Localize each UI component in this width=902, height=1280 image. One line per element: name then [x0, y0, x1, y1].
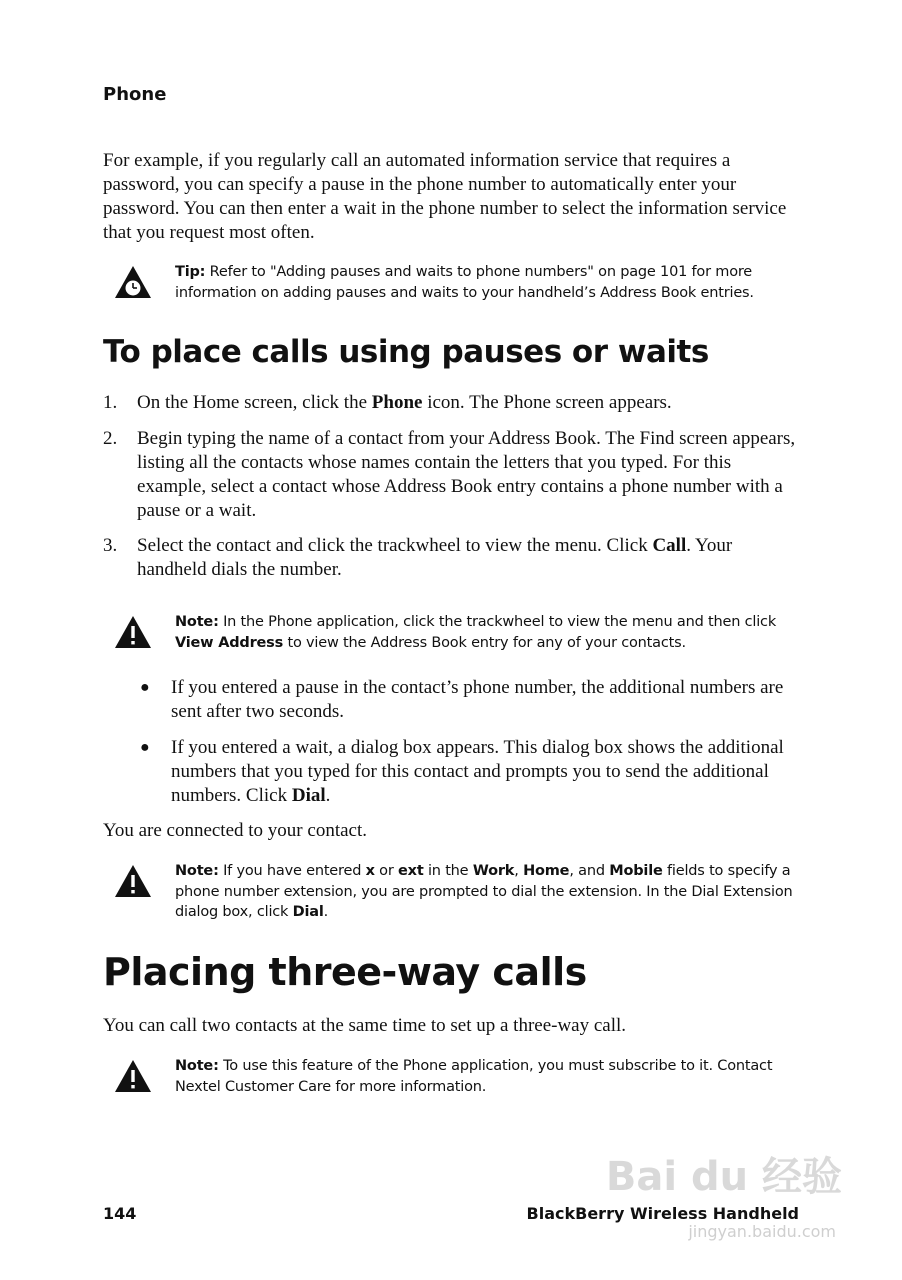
step-3 [103, 534, 803, 582]
bullet-text: If you entered a pause in the contact’s phone number, the additional numbers are sent after two seconds. [171, 677, 784, 722]
note-bold-term: Work [472, 863, 515, 879]
note-text [175, 861, 803, 923]
step-text: Begin typing the name of a contact from your Address Book. The Find screen appears, listing all the contacts whose names contain the letters that you typed. For this example, select a contact whose Address Book entry contains a phone number with a pause or a wait. [137, 428, 796, 521]
three-way-paragraph: You can call two contacts at the same time to set up a three-way call. [103, 1015, 627, 1036]
bullet-text-part: . [325, 785, 331, 806]
tip-body: Refer to "Adding pauses and waits to phone numbers" on page 101 for more information on adding pauses and waits to your handheld’s Address Book entries. [175, 264, 754, 301]
bullet-dot: ● [140, 679, 150, 696]
note-callout-2 [113, 861, 803, 923]
note-label: Note: [175, 614, 219, 630]
note-text-part: , [514, 863, 524, 879]
tip-label: Tip: [175, 264, 206, 280]
note-text-part: In the Phone application, click the trackwheel to view the menu and then click [218, 614, 777, 630]
warning-icon [113, 612, 153, 652]
note-label: Note: [175, 1058, 219, 1074]
note-callout-1 [113, 612, 803, 653]
note-text-part: in the [423, 863, 473, 879]
book-title-footer: BlackBerry Wireless Handheld [526, 1204, 799, 1223]
note-bold-term: Home [523, 863, 570, 879]
section-heading-pauses: To place calls using pauses or waits [103, 334, 709, 370]
step-number: 1. [103, 392, 118, 413]
step-bold-term: Call [652, 535, 687, 556]
running-header: Phone [103, 84, 167, 105]
section-heading-three-way: Placing three-way calls [103, 950, 587, 994]
step-2 [103, 427, 803, 523]
step-text [137, 534, 803, 582]
bullet-dot: ● [140, 739, 150, 756]
step-number: 2. [103, 428, 118, 449]
note-text-part: If you have entered [218, 863, 366, 879]
step-text-part: On the Home screen, click the [137, 392, 372, 413]
watermark-logo: Bai du 经验 [605, 1154, 842, 1200]
note-bold-term: x [365, 863, 375, 879]
step-text-part: icon. The Phone screen appears. [422, 392, 672, 413]
step-text-part: Select the contact and click the trackwheel to view the menu. Click [137, 535, 653, 556]
note-text-part: to view the Address Book entry for any of your contacts. [283, 634, 686, 651]
note-bold-term: ext [398, 863, 424, 879]
tip-callout [113, 262, 803, 303]
note-text [175, 1056, 803, 1097]
note-text-part: , and [569, 863, 610, 879]
note-bold-term: Dial [292, 904, 324, 920]
note-text-part: fields to specify a phone number extension, you are prompted to dial the extension. In the Dial Extension dialog box, click [175, 863, 793, 920]
intro-paragraph: For example, if you regularly call an automated information service that requires a password, you can specify a pause in the phone number to automatically enter your password. You can then enter a wait in the phone number to select the information service that you request most often. [103, 150, 787, 243]
step-text [137, 391, 803, 415]
bullet-bold-term: Dial [291, 785, 326, 806]
note-text-part: or [374, 863, 399, 879]
step-number: 3. [103, 535, 118, 556]
warning-icon [113, 1056, 153, 1096]
step-text-part: . Your handheld dials the number. [137, 535, 733, 580]
note-bold-term: View Address [175, 634, 284, 651]
watermark-url: jingyan.baidu.com [688, 1222, 836, 1241]
note-text-part: . [323, 904, 329, 920]
note-callout-3 [113, 1056, 803, 1097]
note-text [175, 612, 803, 653]
connected-paragraph: You are connected to your contact. [103, 820, 367, 841]
bullet-text [171, 736, 800, 808]
note-text-part: To use this feature of the Phone application, you must subscribe to it. Contact Nextel Customer Care for more information. [175, 1058, 773, 1095]
bullet-item-2 [140, 736, 800, 808]
bullet-text-part: If you entered a wait, a dialog box appears. This dialog box shows the additional numbers that you typed for this contact and prompts you to send the additional numbers. Click [171, 737, 784, 806]
page-number: 144 [103, 1204, 137, 1223]
note-label: Note: [175, 863, 219, 879]
tip-text [175, 262, 803, 303]
tip-clock-icon [113, 262, 153, 302]
step-1 [103, 391, 803, 415]
warning-icon [113, 861, 153, 901]
step-bold-term: Phone [371, 392, 423, 413]
note-bold-term: Mobile [609, 863, 663, 879]
bullet-item-1 [140, 676, 800, 724]
